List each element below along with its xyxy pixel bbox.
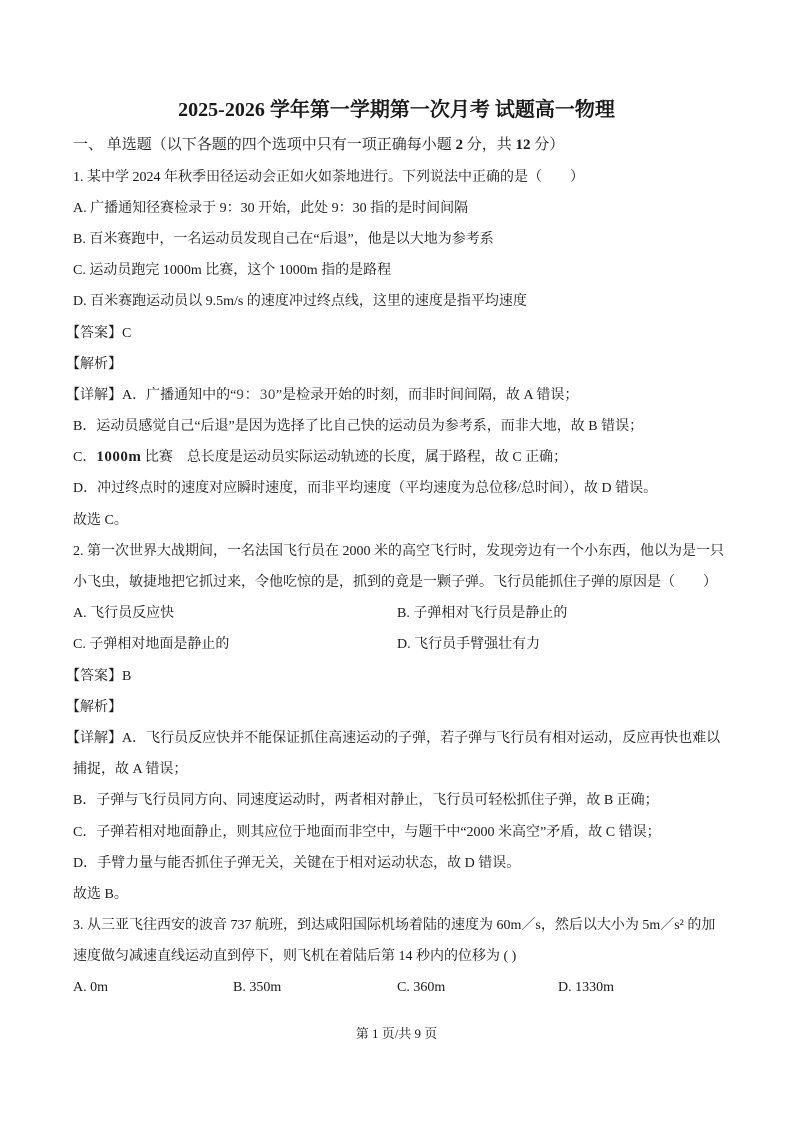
section-heading-points-each: 2	[455, 137, 464, 154]
q3-option-c: C. 360m	[397, 980, 446, 996]
q1-option-c: C. 运动员跑完 1000m 比赛，这个 1000m 指的是路程	[73, 263, 392, 279]
q1-detail-c-suffix: 比赛 总长度是运动员实际运动轨迹的长度，属于路程，故 C 正确；	[141, 450, 568, 466]
q3-stem-line-1: 3. 从三亚飞往西安的波音 737 航班，到达咸阳国际机场着陆的速度为 60m／s，然后以大小为 5m／s² 的加	[73, 918, 716, 934]
q3-option-d: D. 1330m	[558, 980, 614, 996]
q1-detail-a-prefix: A．广播通知中的“	[122, 387, 237, 403]
answer-label: 【答案】	[66, 325, 122, 341]
q3-option-a: A. 0m	[73, 980, 108, 996]
q1-answer-value: C	[122, 325, 132, 341]
q2-option-b: B. 子弹相对飞行员是静止的	[397, 606, 568, 622]
section-heading-text: 一、 单选题（以下各题的四个选项中只有一项正确每小题	[73, 137, 456, 154]
answer-label: 【答案】	[66, 668, 122, 684]
section-heading	[0, 130, 793, 161]
q1-detail-d: D．冲过终点时的速度对应瞬时速度，而非平均速度（平均速度为总位移/总时间），故 D 错误。	[73, 481, 658, 497]
q3-option-b: B. 350m	[233, 980, 282, 996]
q2-detail-a-text: A．飞行员反应快并不能保证抓住高速运动的子弹，若子弹与飞行员有相对运动，反应再快也难以	[122, 730, 721, 746]
q2-option-d: D. 飞行员手臂强壮有力	[397, 637, 541, 653]
q2-answer-value: B	[122, 668, 132, 684]
q2-detail-c: C．子弹若相对地面静止，则其应位于地面而非空中，与题干中“2000 米高空”矛盾，故 C 错误；	[73, 824, 661, 840]
q3-options-row	[73, 972, 763, 1003]
q2-stem-line-2: 小飞虫，敏捷地把它抓过来，令他吃惊的是，抓到的竟是一颗子弹。飞行员能抓住子弹的原因是（ ）	[73, 575, 717, 591]
q2-analysis-label: 【解析】	[66, 699, 122, 715]
section-heading-points-total: 12	[515, 137, 531, 154]
q1-detail-c-prefix: C．	[73, 450, 97, 466]
q1-stem: 1. 某中学 2024 年秋季田径运动会正如火如荼地进行。下列说法中正确的是（ ）	[73, 169, 584, 185]
q2-detail-b: B．子弹与飞行员同方向、同速度运动时，两者相对静止，飞行员可轻松抓住子弹，故 B 正确；	[73, 793, 659, 809]
q1-option-d: D. 百米赛跑运动员以 9.5m/s 的速度冲过终点线，这里的速度是指平均速度	[73, 294, 527, 310]
q2-stem-line-1: 2. 第一次世界大战期间，一名法国飞行员在 2000 米的高空飞行时，发现旁边有一个小东西，他以为是一只	[73, 543, 724, 559]
q2-options-row-2	[73, 629, 763, 660]
q1-option-b: B. 百米赛跑中，一名运动员发现自己在“后退”，他是以大地为参考系	[73, 231, 494, 247]
q1-analysis-label: 【解析】	[66, 356, 122, 372]
questions	[0, 162, 763, 1004]
detail-label: 【详解】	[66, 387, 122, 403]
q1-detail-a	[66, 380, 763, 411]
q2-detail-a-cont: 捕捉，故 A 错误；	[73, 762, 188, 778]
q2-option-a: A. 飞行员反应快	[73, 606, 175, 622]
detail-label: 【详解】	[66, 730, 122, 746]
q1-option-a: A. 广播通知径赛检录于 9：30 开始，此处 9：30 指的是时间间隔	[73, 200, 469, 216]
q2-answer	[66, 661, 763, 692]
q1-detail-a-suffix: ”是检录开始的时刻，而非时间间隔，故 A 错误；	[275, 387, 579, 403]
q2-detail-a	[66, 723, 763, 754]
section-heading-text: 分）	[530, 137, 565, 154]
section-heading-text: 分，共	[463, 137, 516, 154]
q2-conclusion: 故选 B。	[73, 886, 128, 902]
page-title: 2025-2026 学年第一学期第一次月考 试题高一物理	[178, 99, 615, 121]
q1-detail-c	[73, 442, 763, 473]
q1-detail-c-distance: 1000m	[96, 449, 142, 466]
q1-conclusion: 故选 C。	[73, 512, 128, 528]
q3-stem-line-2: 速度做匀减速直线运动直到停下，则飞机在着陆后第 14 秒内的位移为 ( )	[73, 949, 517, 965]
q1-detail-b: B．运动员感觉自己“后退”是因为选择了比自己快的运动员为参考系，而非大地，故 B 错误；	[73, 419, 644, 435]
q2-option-c: C. 子弹相对地面是静止的	[73, 637, 230, 653]
q1-detail-a-time: 9：30	[236, 386, 276, 403]
q2-options-row-1	[73, 598, 763, 629]
page-footer: 第 1 页/共 9 页	[355, 1026, 438, 1041]
q2-detail-d: D．手臂力量与能否抓住子弹无关，关键在于相对运动状态，故 D 错误。	[73, 855, 521, 871]
q1-answer	[66, 318, 763, 349]
